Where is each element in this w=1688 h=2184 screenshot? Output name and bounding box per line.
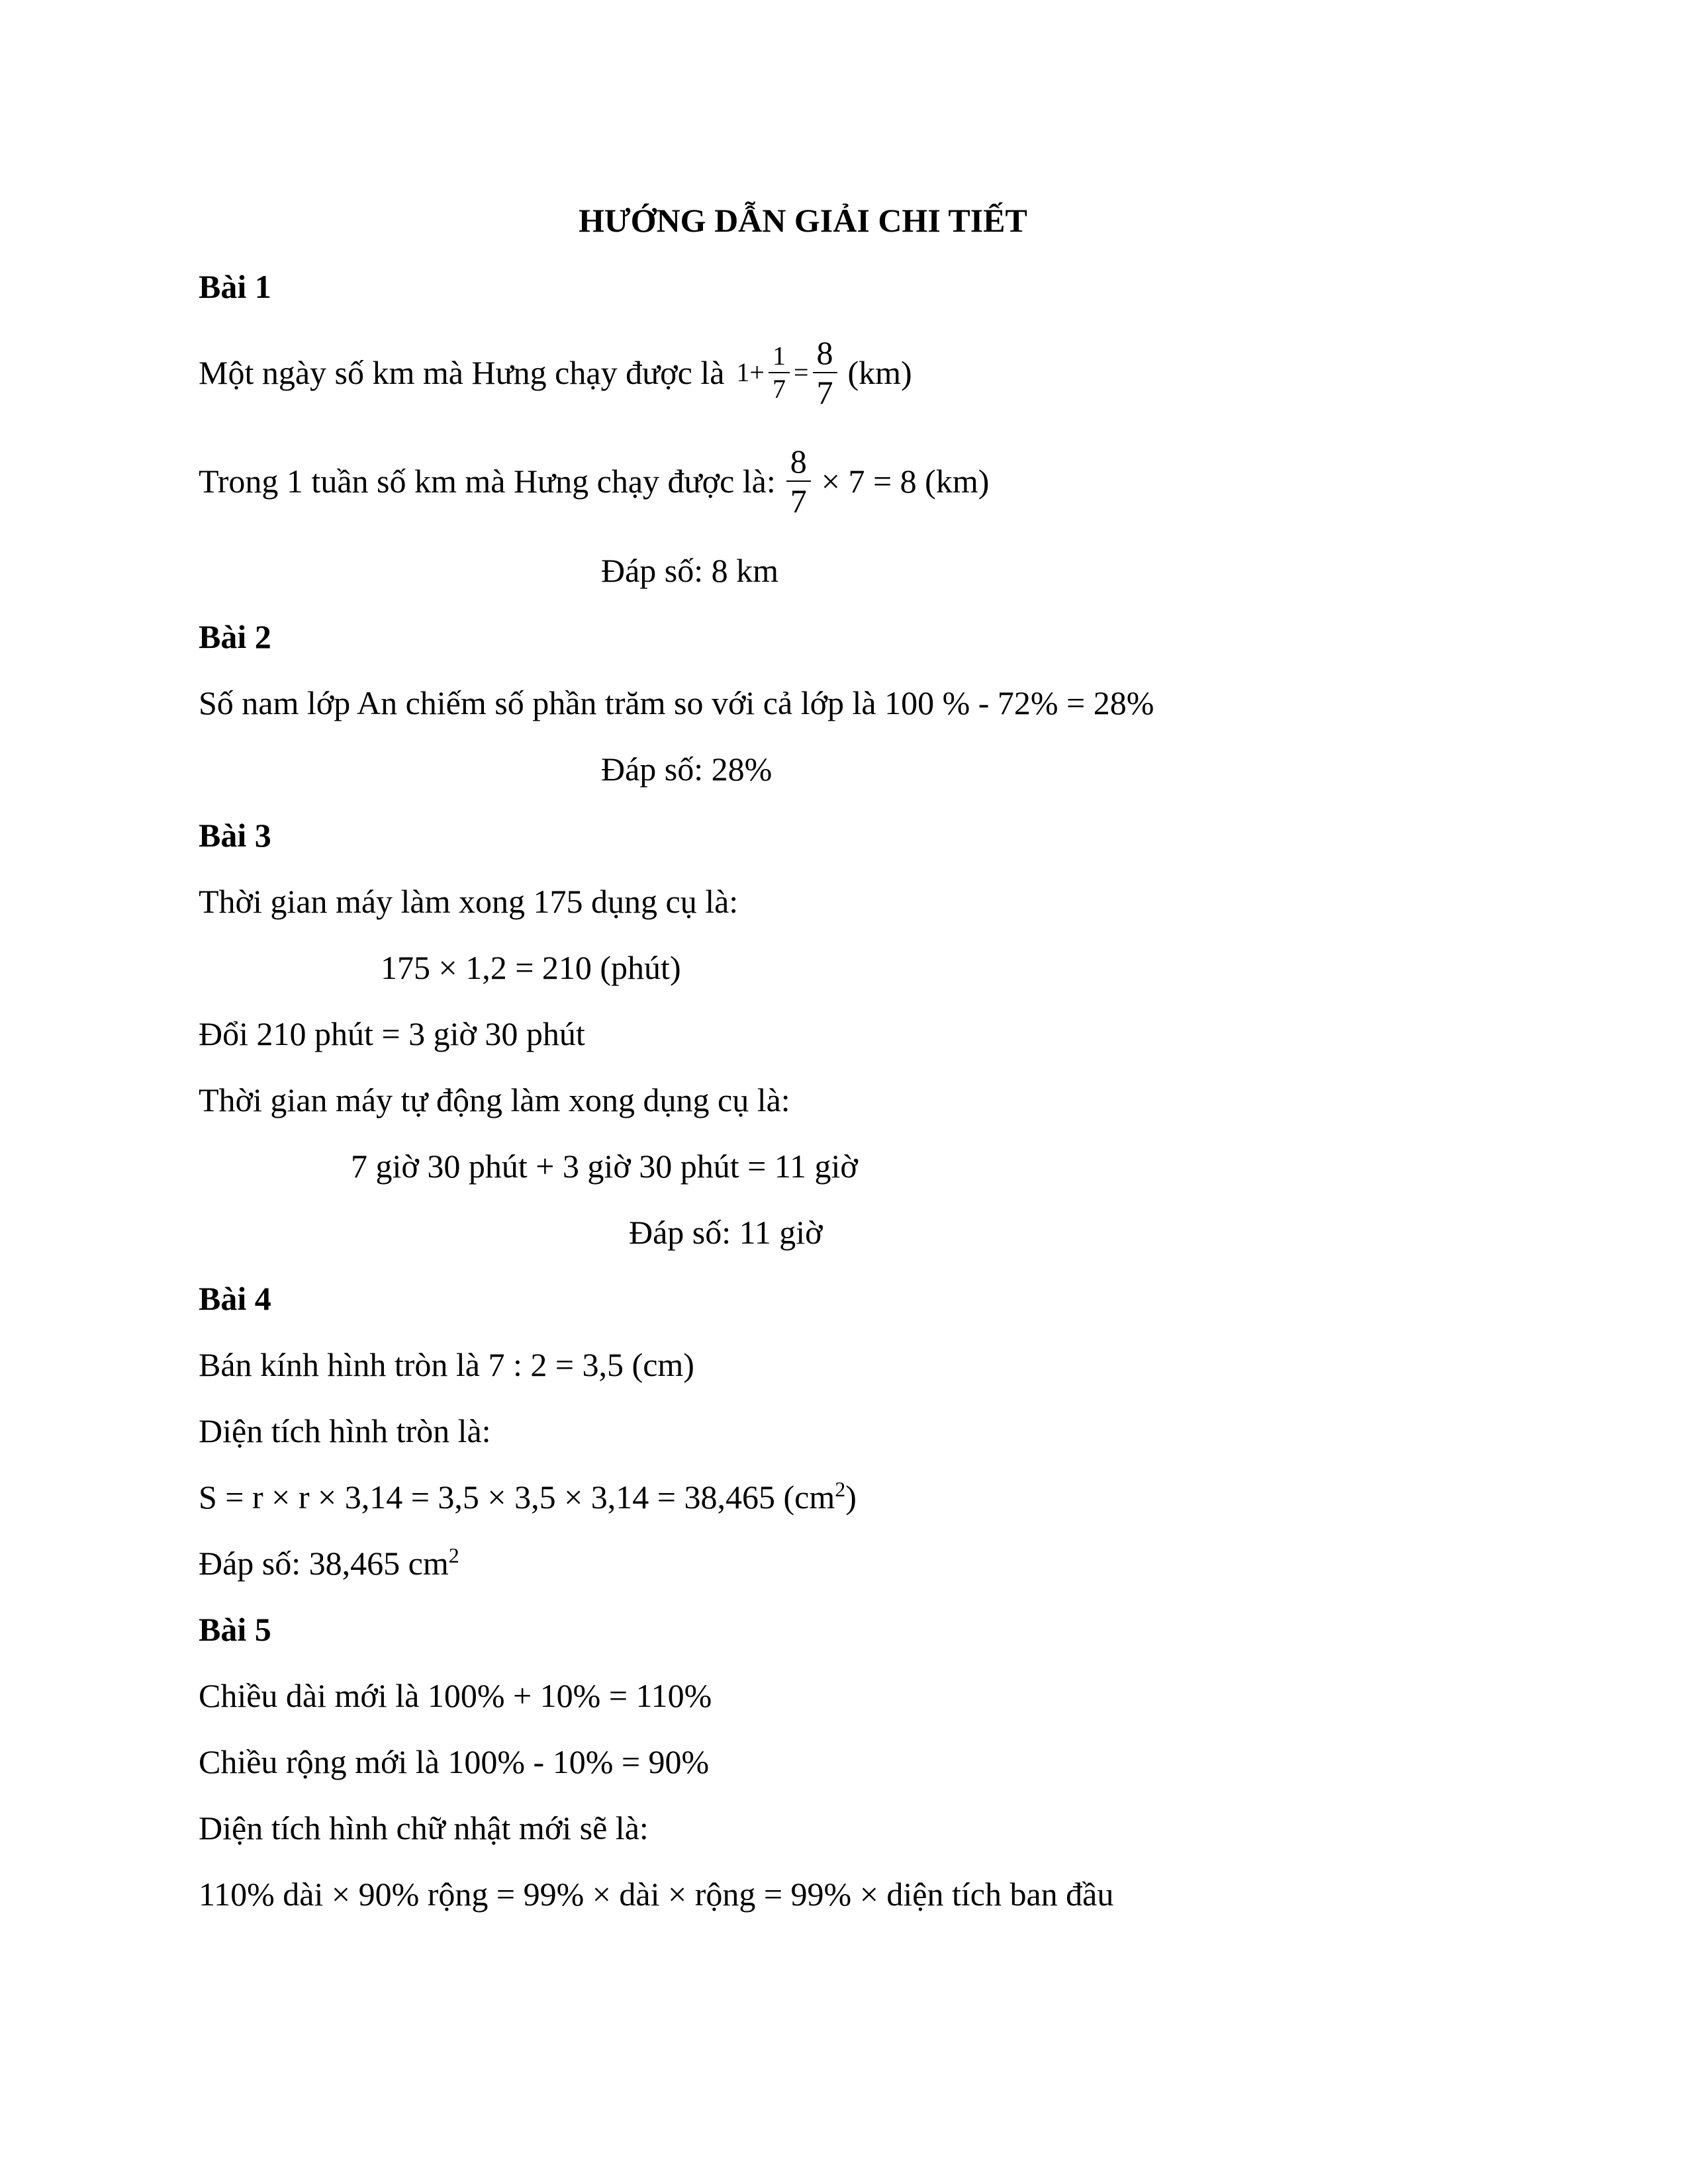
bai4-line2: Diện tích hình tròn là: [199, 1412, 491, 1449]
bai1-one-plus: 1+ [736, 357, 765, 387]
bai1-fraction-3-den: 7 [790, 482, 807, 520]
bai5-line4: 110% dài × 90% rộng = 99% × dài × rộng = 99% × diện tích ban đầu [199, 1876, 1114, 1913]
bai5-line3: Diện tích hình chữ nhật mới sẽ là: [199, 1809, 649, 1846]
bai1-fraction-1-den: 7 [772, 374, 786, 404]
bai1-fraction-3-num: 8 [786, 445, 811, 482]
bai1-unit: (km) [847, 354, 912, 391]
bai3-line3: Đổi 210 phút = 3 giờ 30 phút [199, 1015, 585, 1052]
bai4-line3-main: S = r × r × 3,14 = 3,5 × 3,5 × 3,14 = 38,465 (cm [199, 1479, 835, 1516]
bai1-fraction-3 [786, 445, 811, 518]
bai1-line1-text: Một ngày số km mà Hưng chạy được là [199, 354, 725, 391]
bai2-answer: Đáp số: 28% [601, 751, 773, 788]
bai5-line1: Chiều dài mới là 100% + 10% = 110% [199, 1677, 712, 1714]
bai1-line2 [199, 445, 989, 518]
bai3-answer: Đáp số: 11 giờ [629, 1214, 823, 1251]
bai3-line2: 175 × 1,2 = 210 (phút) [381, 949, 681, 986]
bai1-line2-text: Trong 1 tuần số km mà Hưng chạy được là: [199, 463, 776, 500]
page-title: HƯỚNG DẪN GIẢI CHI TIẾT [579, 202, 1027, 239]
bai1-fraction-2-den: 7 [816, 374, 833, 411]
bai1-equals: = [793, 357, 809, 387]
bai4-answer [199, 1543, 459, 1582]
bai1-fraction-1 [769, 343, 790, 402]
bai1-fraction-2 [813, 336, 837, 409]
bai4-heading: Bài 4 [199, 1280, 271, 1317]
bai3-line1: Thời gian máy làm xong 175 dụng cụ là: [199, 883, 739, 920]
bai1-answer: Đáp số: 8 km [601, 552, 779, 589]
bai4-answer-superscript: 2 [448, 1543, 459, 1567]
bai2-heading: Bài 2 [199, 618, 271, 655]
bai1-heading: Bài 1 [199, 268, 271, 305]
bai4-answer-main: Đáp số: 38,465 cm [199, 1545, 449, 1582]
bai1-fraction-1-num: 1 [769, 343, 790, 373]
bai5-heading: Bài 5 [199, 1611, 271, 1648]
bai4-line3-superscript: 2 [835, 1477, 846, 1501]
bai1-line1 [199, 336, 912, 409]
bai3-line5: 7 giờ 30 phút + 3 giờ 30 phút = 11 giờ [351, 1148, 858, 1185]
bai1-fraction-2-num: 8 [813, 336, 837, 373]
bai4-line1: Bán kính hình tròn là 7 : 2 = 3,5 (cm) [199, 1346, 694, 1383]
bai3-heading: Bài 3 [199, 817, 271, 854]
bai2-line1: Số nam lớp An chiếm số phần trăm so với cả lớp là 100 % - 72% = 28% [199, 684, 1154, 721]
bai5-line2: Chiều rộng mới là 100% - 10% = 90% [199, 1743, 710, 1780]
bai3-line4: Thời gian máy tự động làm xong dụng cụ là: [199, 1081, 790, 1118]
bai1-line2-tail: × 7 = 8 (km) [821, 463, 990, 500]
bai4-line3 [199, 1477, 857, 1516]
bai4-line3-close: ) [845, 1479, 857, 1516]
